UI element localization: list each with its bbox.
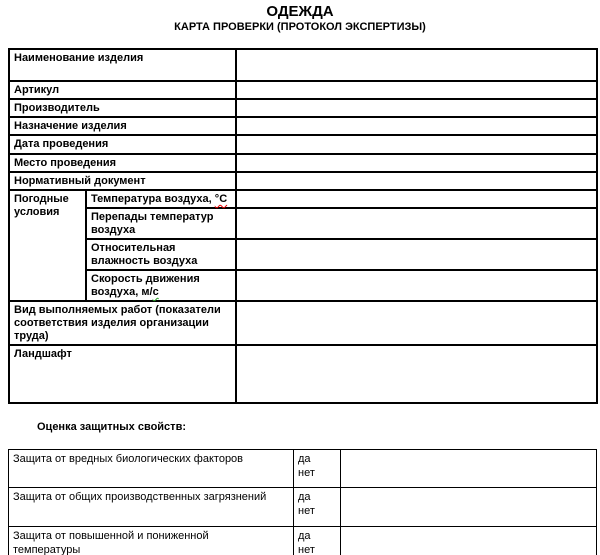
yes-no-cell [294, 450, 341, 488]
work-type-value-cell[interactable] [236, 301, 597, 345]
landscape-label: Ландшафт [9, 345, 236, 403]
document-subtitle: КАРТА ПРОВЕРКИ (ПРОТОКОЛ ЭКСПЕРТИЗЫ) [174, 21, 426, 33]
manufacturer-label: Производитель [9, 99, 236, 117]
table-row [9, 345, 597, 403]
temperature-swings-value-cell[interactable] [236, 208, 597, 239]
table-row [9, 270, 597, 301]
protection-evaluation-table [8, 449, 597, 555]
article-label: Артикул [9, 81, 236, 99]
table-row [9, 99, 597, 117]
option-yes[interactable]: да [298, 530, 311, 542]
protection-section-heading: Оценка защитных свойств: [37, 421, 186, 433]
table-row [9, 49, 597, 81]
table-row [9, 527, 597, 555]
protection-temperature-label: Защита от повышенной и пониженной температуры [9, 527, 294, 555]
product-name-label: Наименование изделия [9, 49, 236, 81]
manufacturer-value-cell[interactable] [236, 99, 597, 117]
air-temperature-value-cell[interactable] [236, 190, 597, 208]
air-speed-label: Скорость движения воздуха, м/с [86, 270, 236, 301]
relative-humidity-value-cell[interactable] [236, 239, 597, 270]
temperature-swings-label: Перепады температур воздуха [86, 208, 236, 239]
product-info-table [8, 48, 598, 404]
date-value-cell[interactable] [236, 135, 597, 154]
table-row [9, 208, 597, 239]
place-value-cell[interactable] [236, 154, 597, 172]
table-row [9, 488, 597, 527]
option-no[interactable]: нет [298, 544, 315, 555]
article-value-cell[interactable] [236, 81, 597, 99]
protection-bio-factors-label: Защита от вредных биологических факторов [9, 450, 294, 488]
landscape-value-cell[interactable] [236, 345, 597, 403]
table-row [9, 154, 597, 172]
purpose-value-cell[interactable] [236, 117, 597, 135]
air-temperature-label: Температура воздуха, °С [86, 190, 236, 208]
table-row [9, 450, 597, 488]
grammarcheck-underline-green: с [152, 286, 159, 298]
date-label: Дата проведения [9, 135, 236, 154]
yes-no-cell [294, 488, 341, 527]
spellcheck-underline-red: °С [214, 193, 228, 205]
work-type-label: Вид выполняемых работ (показатели соответствия изделия организации труда) [9, 301, 236, 345]
option-yes[interactable]: да [298, 491, 311, 503]
relative-humidity-label: Относительная влажность воздуха [86, 239, 236, 270]
protection-industrial-dirt-comment-cell[interactable] [341, 488, 597, 527]
table-row [9, 117, 597, 135]
option-yes[interactable]: да [298, 453, 311, 465]
product-name-value-cell[interactable] [236, 49, 597, 81]
table-row [9, 190, 597, 208]
place-label: Место проведения [9, 154, 236, 172]
option-no[interactable]: нет [298, 467, 315, 479]
weather-conditions-label: Погодные условия [9, 190, 86, 301]
table-row [9, 135, 597, 154]
table-row [9, 301, 597, 345]
protection-industrial-dirt-label: Защита от общих производственных загрязнений [9, 488, 294, 527]
normative-document-value-cell[interactable] [236, 172, 597, 190]
table-row [9, 81, 597, 99]
yes-no-cell [294, 527, 341, 555]
purpose-label: Назначение изделия [9, 117, 236, 135]
table-row [9, 172, 597, 190]
protection-bio-factors-comment-cell[interactable] [341, 450, 597, 488]
protection-temperature-comment-cell[interactable] [341, 527, 597, 555]
option-no[interactable]: нет [298, 505, 315, 517]
normative-document-label: Нормативный документ [9, 172, 236, 190]
table-row [9, 239, 597, 270]
document-title: ОДЕЖДА [266, 3, 334, 20]
air-speed-value-cell[interactable] [236, 270, 597, 301]
